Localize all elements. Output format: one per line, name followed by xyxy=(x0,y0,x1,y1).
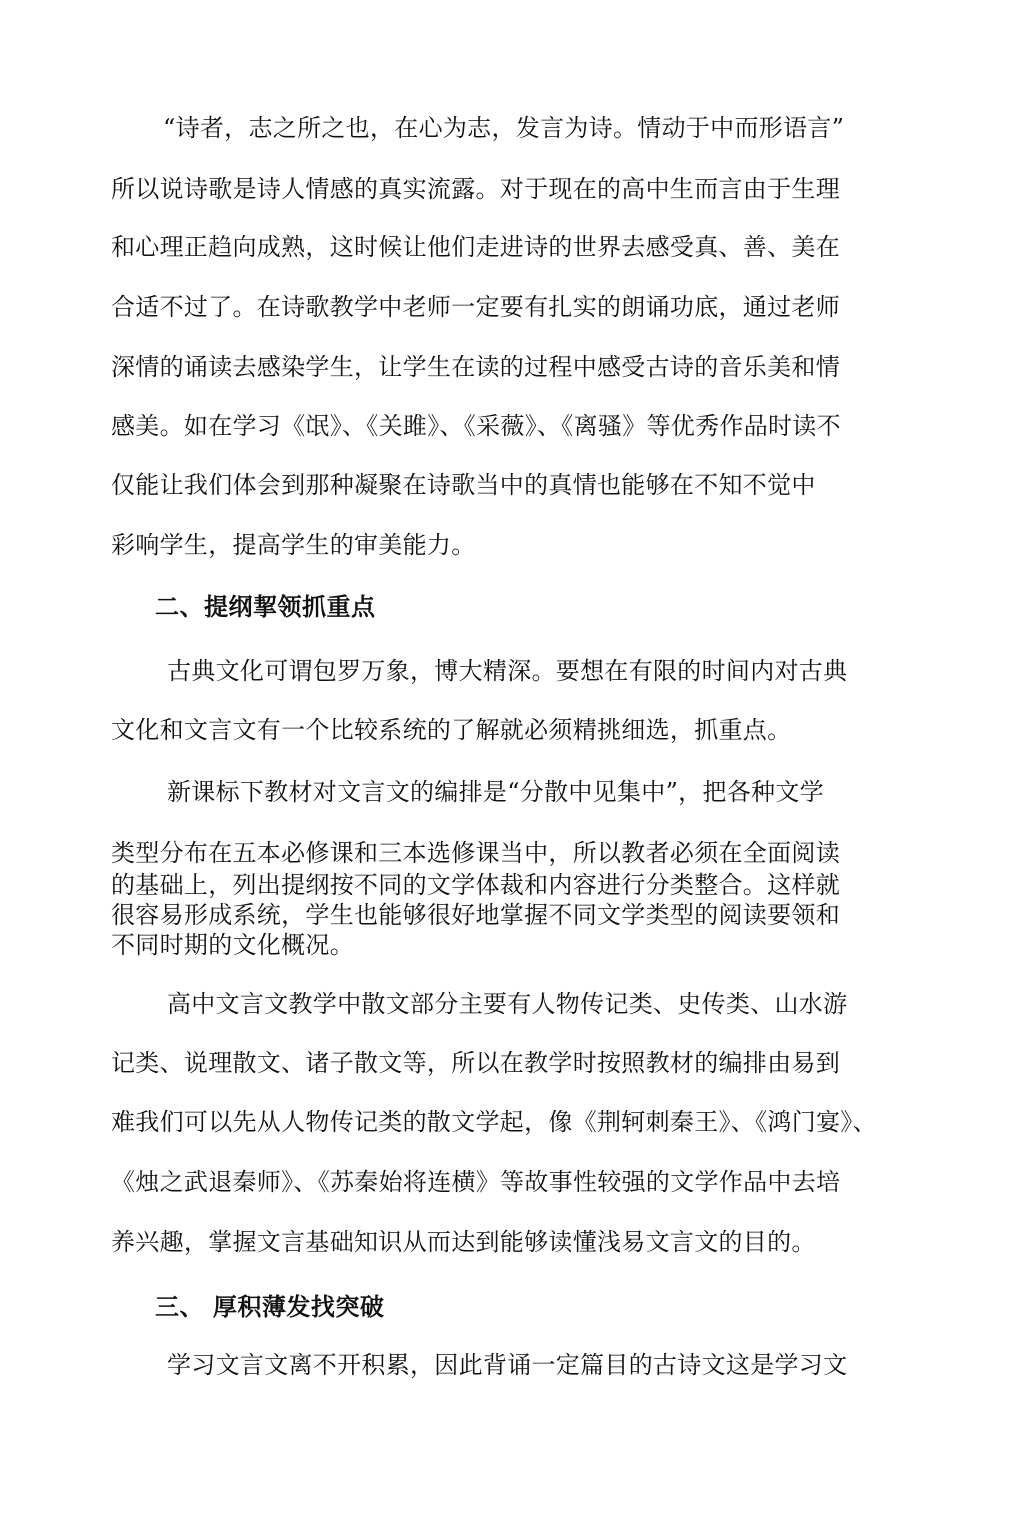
paragraph-3-line-2: 类型分布在五本必修课和三本选修课当中，所以教者必须在全面阅读 xyxy=(111,839,840,867)
paragraph-1-line-2: 所以说诗歌是诗人情感的真实流露。对于现在的高中生而言由于生理 xyxy=(111,175,840,203)
section-heading-2: 二、提纲挈领抓重点 xyxy=(155,592,376,621)
paragraph-3-line-1: 新课标下教材对文言文的编排是“分散中见集中”，把各种文学 xyxy=(167,778,824,806)
section-heading-3: 三、 厚积薄发找突破 xyxy=(155,1292,385,1321)
paragraph-3-line-4: 很容易形成系统，学生也能够很好地掌握不同文学类型的阅读要领和 xyxy=(111,901,840,929)
paragraph-4-line-4: 《烛之武退秦师》、《苏秦始将连横》等故事性较强的文学作品中去培 xyxy=(111,1168,841,1196)
paragraph-1-line-3: 和心理正趋向成熟，这时候让他们走进诗的世界去感受真、善、美在 xyxy=(111,233,840,261)
paragraph-2-line-1: 古典文化可谓包罗万象，博大精深。要想在有限的时间内对古典 xyxy=(167,657,848,685)
paragraph-1-line-6: 感美。如在学习《氓》、《关雎》、《采薇》、《离骚》等优秀作品时读不 xyxy=(111,412,841,440)
paragraph-4-line-5: 养兴趣，掌握文言基础知识从而达到能够读懂浅易文言文的目的。 xyxy=(111,1228,816,1256)
paragraph-3-line-5: 不同时期的文化概况。 xyxy=(111,931,354,959)
paragraph-2-line-2: 文化和文言文有一个比较系统的了解就必须精挑细选，抓重点。 xyxy=(111,716,792,744)
paragraph-1-line-8: 彩响学生，提高学生的审美能力。 xyxy=(111,531,476,559)
paragraph-1-line-1: “诗者，志之所之也，在心为志，发言为诗。情动于中而形语言” xyxy=(163,114,845,142)
paragraph-5-line-1: 学习文言文离不开积累，因此背诵一定篇目的古诗文这是学习文 xyxy=(167,1351,848,1379)
paragraph-4-line-1: 高中文言文教学中散文部分主要有人物传记类、史传类、山水游 xyxy=(167,990,848,1018)
paragraph-3-line-3: 的基础上，列出提纲按不同的文学体裁和内容进行分类整合。这样就 xyxy=(111,871,840,899)
paragraph-1-line-4: 合适不过了。在诗歌教学中老师一定要有扎实的朗诵功底，通过老师 xyxy=(111,293,840,321)
paragraph-1-line-5: 深情的诵读去感染学生，让学生在读的过程中感受古诗的音乐美和情 xyxy=(111,353,840,381)
paragraph-4-line-2: 记类、说理散文、诸子散文等，所以在教学时按照教材的编排由易到 xyxy=(111,1049,840,1077)
paragraph-4-line-3: 难我们可以先从人物传记类的散文学起，像《荆轲刺秦王》、《鸿门宴》、 xyxy=(111,1108,877,1136)
paragraph-1-line-7: 仅能让我们体会到那种凝聚在诗歌当中的真情也能够在不知不觉中 xyxy=(111,471,816,499)
